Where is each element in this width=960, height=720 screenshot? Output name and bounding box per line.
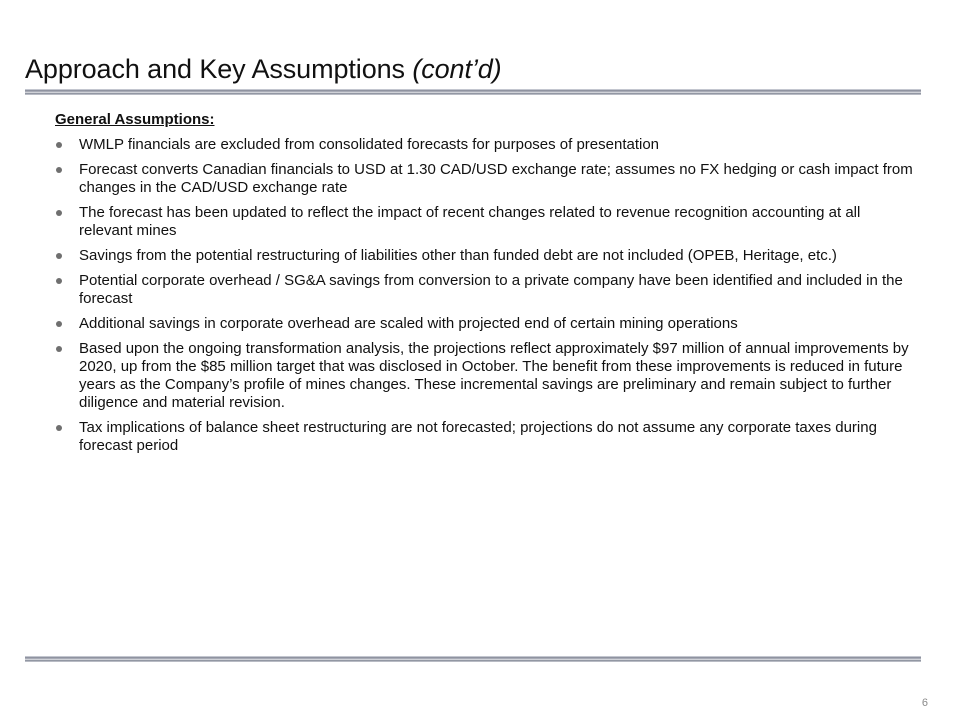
list-item: [55, 315, 915, 333]
list-item: [55, 136, 915, 154]
bullet-text: The forecast has been updated to reflect the impact of recent changes related to revenue recognition accounting at all relevant mines: [79, 204, 861, 239]
bullet-icon: [56, 210, 62, 216]
bullet-text: Forecast converts Canadian financials to USD at 1.30 CAD/USD exchange rate; assumes no FX hedging or cash impact from changes in the CAD/USD exchange rate: [79, 161, 913, 196]
page-number: 6: [921, 697, 928, 709]
bullet-icon: [56, 142, 62, 148]
bullet-icon: [56, 425, 62, 431]
slide-title-main: Approach and Key Assumptions: [25, 54, 405, 84]
bullet-icon: [56, 321, 62, 327]
bullet-text: Potential corporate overhead / SG&A savings from conversion to a private company have been identified and included in the forecast: [79, 272, 903, 307]
slide-title-suffix: (cont’d): [412, 54, 502, 84]
bullet-icon: [56, 167, 62, 173]
list-item: [55, 272, 915, 308]
slide-body: [55, 110, 915, 462]
list-item: [55, 419, 915, 455]
bullet-text: Tax implications of balance sheet restructuring are not forecasted; projections do not assume any corporate taxes during forecast period: [79, 419, 877, 454]
list-item: [55, 340, 915, 412]
title-divider: [25, 89, 921, 95]
assumptions-list: [55, 136, 915, 455]
bullet-text: Savings from the potential restructuring of liabilities other than funded debt are not included (OPEB, Heritage, etc.): [79, 247, 837, 264]
section-heading: General Assumptions:: [55, 111, 215, 128]
slide-title: [25, 52, 502, 86]
bullet-text: Additional savings in corporate overhead are scaled with projected end of certain mining operations: [79, 315, 738, 332]
bullet-icon: [56, 278, 62, 284]
list-item: [55, 204, 915, 240]
bullet-text: WMLP financials are excluded from consolidated forecasts for purposes of presentation: [79, 136, 660, 153]
bullet-icon: [56, 346, 62, 352]
bullet-text: Based upon the ongoing transformation analysis, the projections reflect approximately $97 million of annual improvements by 2020, up from the $85 million target that was disclosed in October. The benefit from these improvements is reduced in future years as the Company’s profile of mines changes. These incremental savings are preliminary and remain subject to further diligence and material revision.: [79, 340, 909, 411]
list-item: [55, 161, 915, 197]
bullet-icon: [56, 253, 62, 259]
list-item: [55, 247, 915, 265]
footer-divider: [25, 656, 921, 662]
